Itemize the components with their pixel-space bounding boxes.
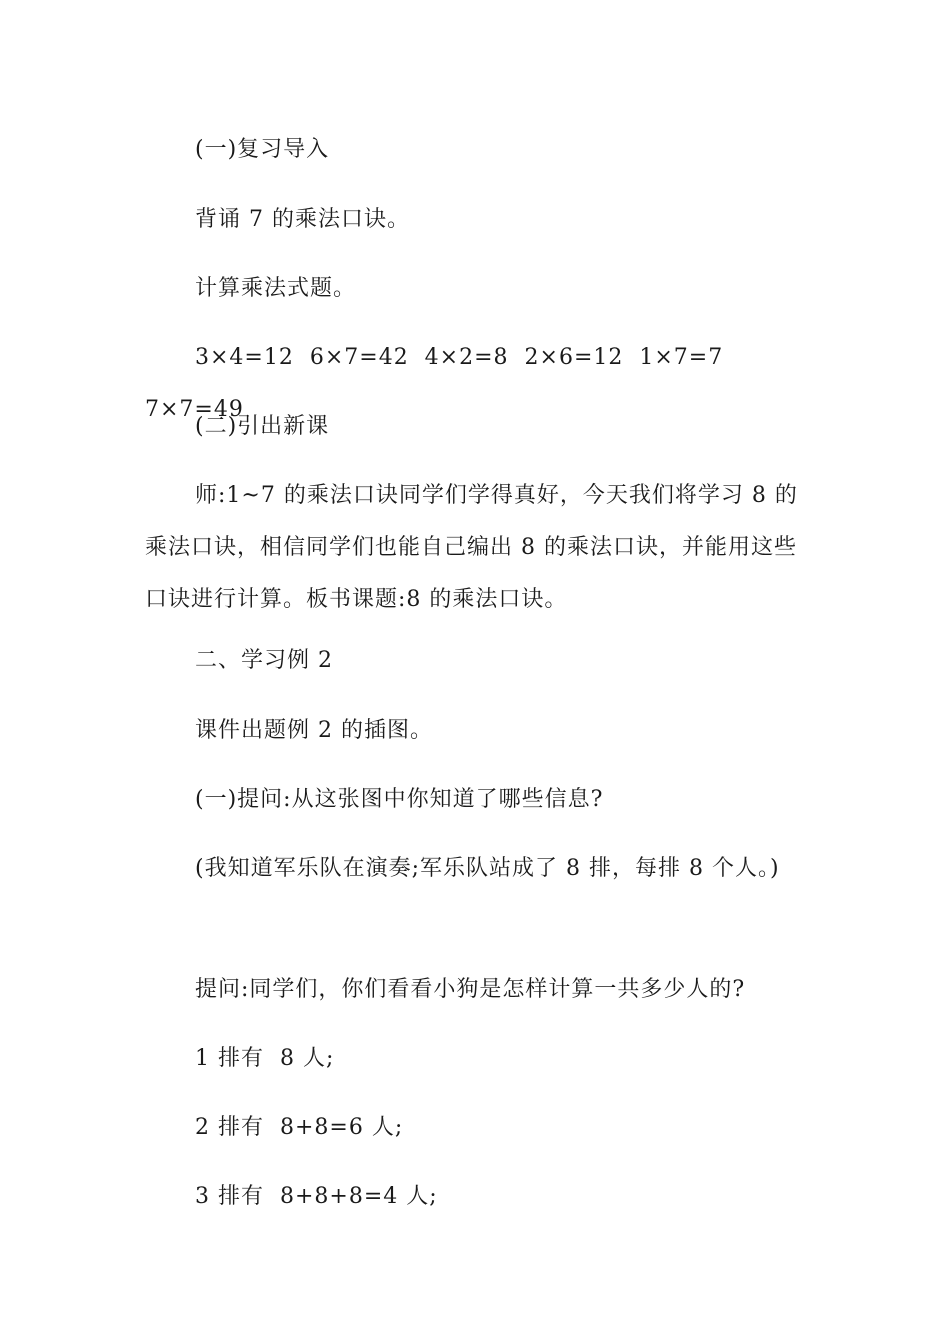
paragraph-compute: 计算乘法式题。 — [195, 276, 357, 301]
paragraph-courseware: 课件出题例 2 的插图。 — [195, 718, 433, 743]
heading-new-lesson: (二)引出新课 — [195, 414, 330, 439]
paragraph-question-1: (一)提问:从这张图中你知道了哪些信息? — [195, 787, 604, 812]
paragraph-answer-1: (我知道军乐队在演奏;军乐队站成了 8 排，每排 8 个人。) — [195, 856, 780, 881]
heading-example-2: 二、学习例 2 — [195, 648, 333, 673]
heading-review-intro: (一)复习导入 — [195, 137, 330, 162]
paragraph-question-2: 提问:同学们，你们看看小狗是怎样计算一共多少人的? — [195, 977, 746, 1002]
paragraph-recite: 背诵 7 的乘法口诀。 — [195, 207, 410, 232]
paragraph-equations: 3×4=12 6×7=42 4×2=8 2×6=12 1×7=7 7×7=49 — [145, 345, 740, 422]
paragraph-row-1: 1 排有 8 人; — [195, 1046, 335, 1071]
paragraph-row-2: 2 排有 8+8=6 人; — [195, 1115, 404, 1140]
paragraph-teacher: 师:1~7 的乘法口诀同学们学得真好，今天我们将学习 8 的乘法口诀，相信同学们也能自己编出 8 的乘法口诀，并能用这些口诀进行计算。板书课题:8 的乘法口诀。 — [145, 483, 798, 612]
paragraph-row-3: 3 排有 8+8+8=4 人; — [195, 1184, 438, 1209]
